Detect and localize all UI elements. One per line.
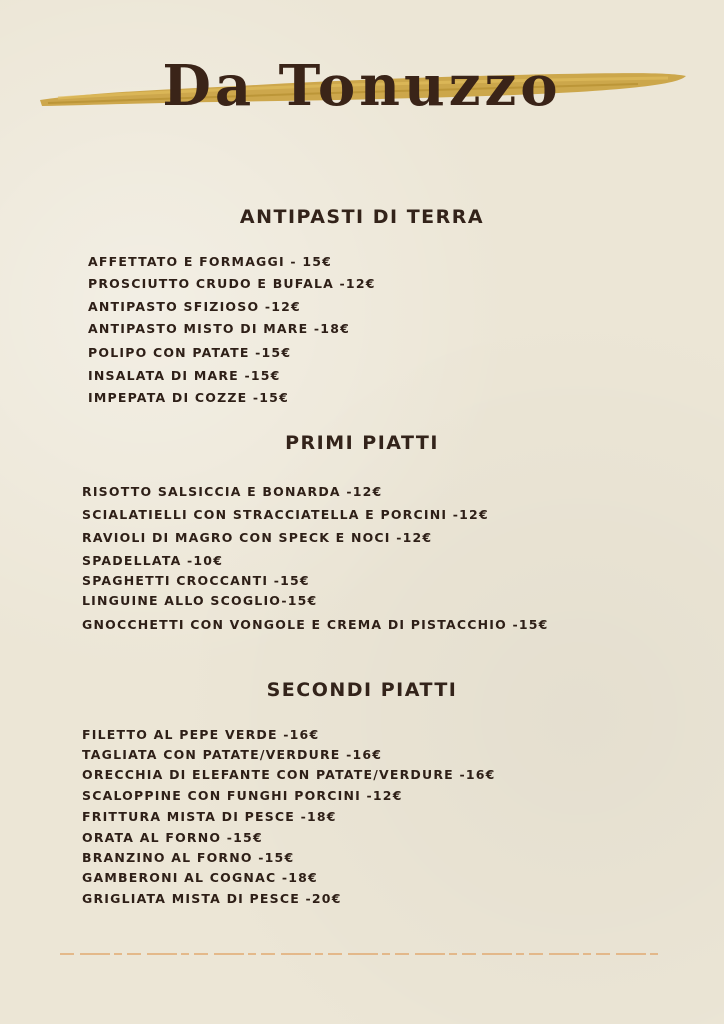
- menu-item: ANTIPASTO SFIZIOSO -12€: [88, 299, 301, 314]
- menu-item: GNOCCHETTI CON VONGOLE E CREMA DI PISTACCHIO -15€: [82, 617, 549, 632]
- menu-item: RAVIOLI DI MAGRO CON SPECK E NOCI -12€: [82, 530, 433, 545]
- menu-item: GAMBERONI AL COGNAC -18€: [82, 870, 318, 885]
- menu-item: SPADELLATA -10€: [82, 553, 224, 568]
- menu-item: PROSCIUTTO CRUDO E BUFALA -12€: [88, 276, 376, 291]
- menu-item: ANTIPASTO MISTO DI MARE -18€: [88, 321, 350, 336]
- menu-item: SCIALATIELLI CON STRACCIATELLA E PORCINI -12€: [82, 507, 489, 522]
- menu-item: SCALOPPINE CON FUNGHI PORCINI -12€: [82, 788, 403, 803]
- menu-item: INSALATA DI MARE -15€: [88, 368, 281, 383]
- menu-item: ORATA AL FORNO -15€: [82, 830, 263, 845]
- section-title-primi: PRIMI PIATTI: [285, 432, 439, 454]
- menu-item: TAGLIATA CON PATATE/VERDURE -16€: [82, 747, 383, 762]
- menu-item: IMPEPATA DI COZZE -15€: [88, 390, 289, 405]
- menu-item: ORECCHIA DI ELEFANTE CON PATATE/VERDURE -16€: [82, 767, 496, 782]
- menu-item: BRANZINO AL FORNO -15€: [82, 850, 295, 865]
- decorative-divider: [60, 952, 660, 956]
- menu-item: POLIPO CON PATATE -15€: [88, 345, 292, 360]
- menu-item: FILETTO AL PEPE VERDE -16€: [82, 727, 320, 742]
- menu-item: GRIGLIATA MISTA DI PESCE -20€: [82, 891, 342, 906]
- menu-item: LINGUINE ALLO SCOGLIO-15€: [82, 593, 318, 608]
- menu-item: SPAGHETTI CROCCANTI -15€: [82, 573, 310, 588]
- restaurant-title: Da Tonuzzo: [162, 53, 562, 119]
- menu-item: FRITTURA MISTA DI PESCE -18€: [82, 809, 337, 824]
- section-title-antipasti: ANTIPASTI DI TERRA: [239, 206, 485, 228]
- menu-item: RISOTTO SALSICCIA E BONARDA -12€: [82, 484, 383, 499]
- menu-item: AFFETTATO E FORMAGGI - 15€: [88, 254, 333, 269]
- section-title-secondi: SECONDI PIATTI: [266, 679, 458, 701]
